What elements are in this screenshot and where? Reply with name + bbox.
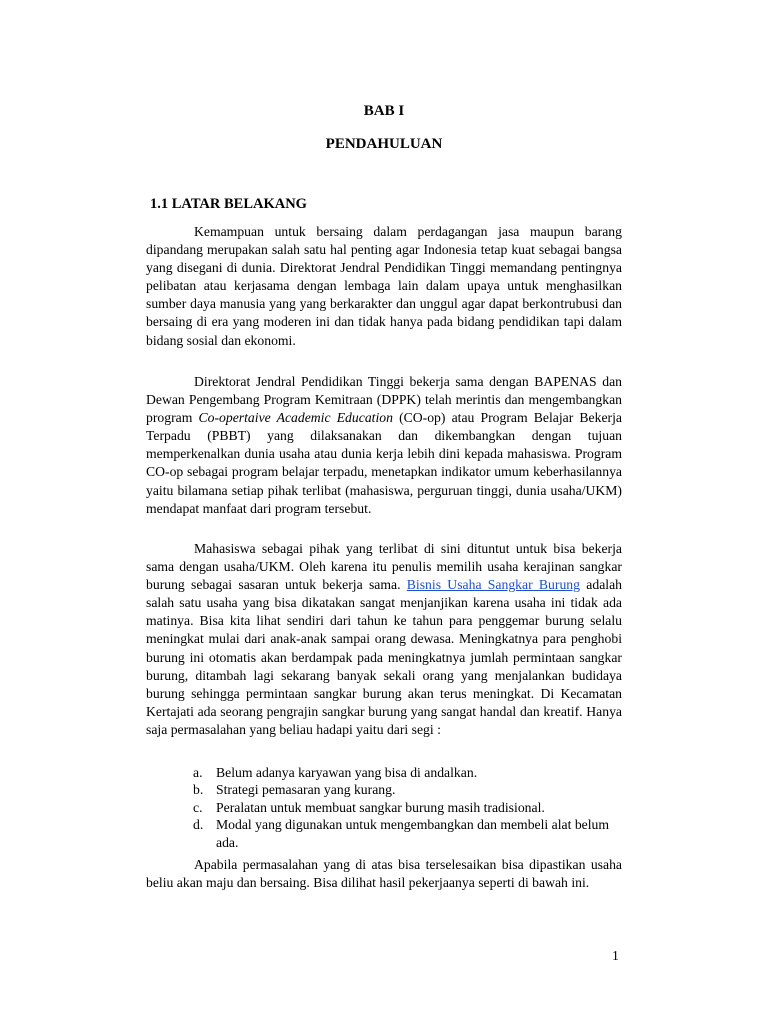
list-item — [193, 764, 623, 781]
chapter-number: BAB I — [363, 103, 405, 119]
paragraph-1 — [146, 223, 622, 350]
list-item-text: Strategi pemasaran yang kurang. — [216, 782, 396, 798]
bisnis-sangkar-burung-link[interactable]: Bisnis Usaha Sangkar Burung — [406, 577, 580, 593]
paragraph-3 — [146, 540, 622, 739]
chapter-title: PENDAHULUAN — [325, 136, 443, 152]
list-marker: a. — [193, 765, 203, 780]
list-item-text: Peralatan untuk membuat sangkar burung masih tradisional. — [216, 799, 545, 815]
list-marker: b. — [193, 782, 204, 798]
page-number: 1 — [612, 948, 619, 963]
program-name-italic: Co-opertaive Academic Education — [198, 410, 393, 426]
list-item-text: Modal yang digunakan untuk mengembangkan dan membeli alat belum ada. — [216, 817, 610, 850]
paragraph-2-text-a: Direktorat Jendral Pendidikan Tinggi bekerja sama dengan BAPENAS dan Dewan Pengembang Program Kemitraan (DPPK) telah merintis dan mengembangkan program — [146, 374, 622, 426]
list-marker: c. — [193, 799, 203, 815]
list-item-text: Belum adanya karyawan yang bisa di andalkan. — [216, 765, 478, 780]
list-marker: d. — [193, 817, 204, 833]
paragraph-4-text: Apabila permasalahan yang di atas bisa terselesaikan bisa dipastikan usaha beliu akan maju dan bersaing. Bisa dilihat hasil pekerjaanya seperti di bawah ini. — [146, 857, 622, 891]
list-item — [193, 799, 623, 816]
section-heading: 1.1 LATAR BELAKANG — [150, 196, 307, 212]
problem-list — [193, 764, 623, 851]
paragraph-4 — [146, 856, 622, 892]
paragraph-3-text-b: adalah salah satu usaha yang bisa dikatakan sangat menjanjikan karena usaha ini tidak ada matinya. Bisa kita lihat sendiri dari tahun ke tahun para penggemar burung selalu meningkat mulai dari anak-anak sampai orang dewasa. Meningkatnya para penghobi burung ini otomatis akan berdampak pada meningkatnya jumlah permintaan sangkar burung, ditambah lagi sekarang banyak sekali orang yang menjalankan budidaya burung sehingga permintaan sangkar burung akan terus meningkat. Di Kecamatan Kertajati ada seorang pengrajin sangkar burung yang sangat handal dan kreatif. Hanya saja permasalahan yang beliau hadapi yaitu dari segi : — [146, 577, 622, 737]
list-item — [193, 816, 623, 851]
paragraph-1-text: Kemampuan untuk bersaing dalam perdagangan jasa maupun barang dipandang merupakan salah satu hal penting agar Indonesia tetap kuat sebagai bangsa yang disegani di dunia. Direktorat Jendral Pendidikan Tinggi memandang pentingnya pelibatan atau kerjasama dengan lembaga lain dalam upaya untuk menghasilkan sumber daya manusia yang yang berkarakter dan unggul agar dapat berkontrubusi dan bersaing di era yang moderen ini dan tidak hanya pada bidang pendidikan tapi dalam bidang sosial dan ekonomi. — [146, 224, 622, 348]
paragraph-2 — [146, 373, 622, 518]
paragraph-3-text-a: Mahasiswa sebagai pihak yang terlibat di sini dituntut untuk bisa bekerja sama dengan usaha/UKM. Oleh karena itu penulis memilih usaha kerajinan sangkar burung sebagai sasaran untuk bekerja sama. — [146, 541, 622, 593]
list-item — [193, 781, 623, 798]
paragraph-2-text-b: (CO-op) atau Program Belajar Bekerja Terpadu (PBBT) yang dilaksanakan dan dikembangkan dengan tujuan memperkenalkan dunia usaha atau dunia kerja lebih dini kepada mahasiswa. Program CO-op sebagai program belajar terpadu, menetapkan indikator umum keberhasilannya yaitu bilamana setiap pihak terlibat (mahasiswa, perguruan tinggi, dunia usaha/UKM) mendapat manfaat dari program tersebut. — [146, 410, 622, 516]
